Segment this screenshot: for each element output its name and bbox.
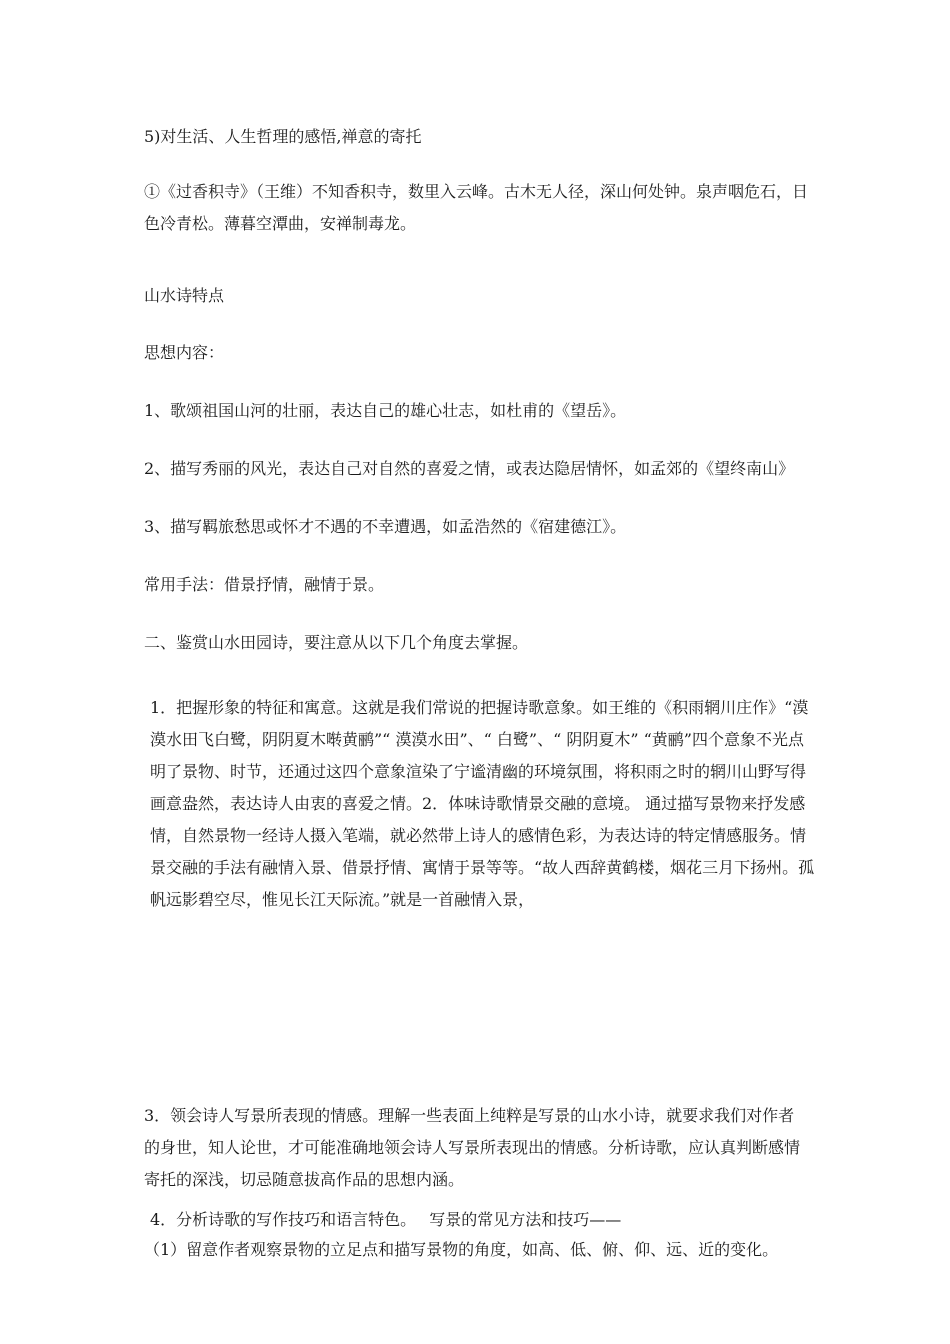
list-item-2: 2、描写秀丽的风光，表达自己对自然的喜爱之情，或表达隐居情怀，如孟郊的《望终南山》	[144, 459, 795, 478]
poem-paragraph: ①《过香积寺》（王维）不知香积寺，数里入云峰。古木无人径，深山何处钟。泉声咽危石，日色冷青松。薄暮空潭曲，安禅制毒龙。	[144, 182, 809, 233]
common-techniques: 常用手法：借景抒情，融情于景。	[144, 575, 385, 594]
point-3-paragraph: 3．领会诗人写景所表现的情感。理解一些表面上纯粹是写景的山水小诗，就要求我们对作者的身世，知人论世，才可能准确地领会诗人写景所表现出的情感。分析诗歌，应认真判断感情寄托的深浅，切忌随意拔高作品的思想内涵。	[144, 1106, 801, 1189]
point-1-paragraph: 1．把握形象的特征和寓意。这就是我们常说的把握诗歌意象。如王维的《积雨辋川庄作》“漠漠水田飞白鹭，阴阴夏木啭黄鹂”“ 漠漠水田”、“ 白鹭”、“ 阴阴夏木” “黄鹂”四个意象不光点明了景物、时节，还通过这四个意象渲染了宁谧清幽的环境氛围，将积雨之时的辋川山野写得画意盎然，表达诗人由衷的喜爱之情。2．体味诗歌情景交融的意境。 通过描写景物来抒发感情，自然景物一经诗人摄入笔端，就必然带上诗人的感情色彩，为表达诗的特定情感服务。情景交融的手法有融情入景、借景抒情、寓情于景等等。“故人西辞黄鹤楼，烟花三月下扬州。孤帆远影碧空尽，惟见长江天际流。”就是一首融情入景，	[150, 698, 815, 909]
list-item-1: 1、歌颂祖国山河的壮丽，表达自己的雄心壮志，如杜甫的《望岳》。	[144, 401, 627, 420]
section-heading-5: 5)对生活、人生哲理的感悟,禅意的寄托	[144, 127, 422, 146]
heading-content: 思想内容：	[144, 343, 225, 362]
section-heading-2: 二、鉴赏山水田园诗，要注意从以下几个角度去掌握。	[144, 633, 529, 652]
point-4-heading: 4．分析诗歌的写作技巧和语言特色。 写景的常见方法和技巧——	[150, 1210, 622, 1229]
list-item-3: 3、描写羁旅愁思或怀才不遇的不幸遭遇，如孟浩然的《宿建德江》。	[144, 517, 627, 536]
technique-1: （1）留意作者观察景物的立足点和描写景物的角度，如高、低、俯、仰、远、近的变化。	[144, 1240, 779, 1259]
heading-landscape-poetry: 山水诗特点	[144, 286, 225, 305]
